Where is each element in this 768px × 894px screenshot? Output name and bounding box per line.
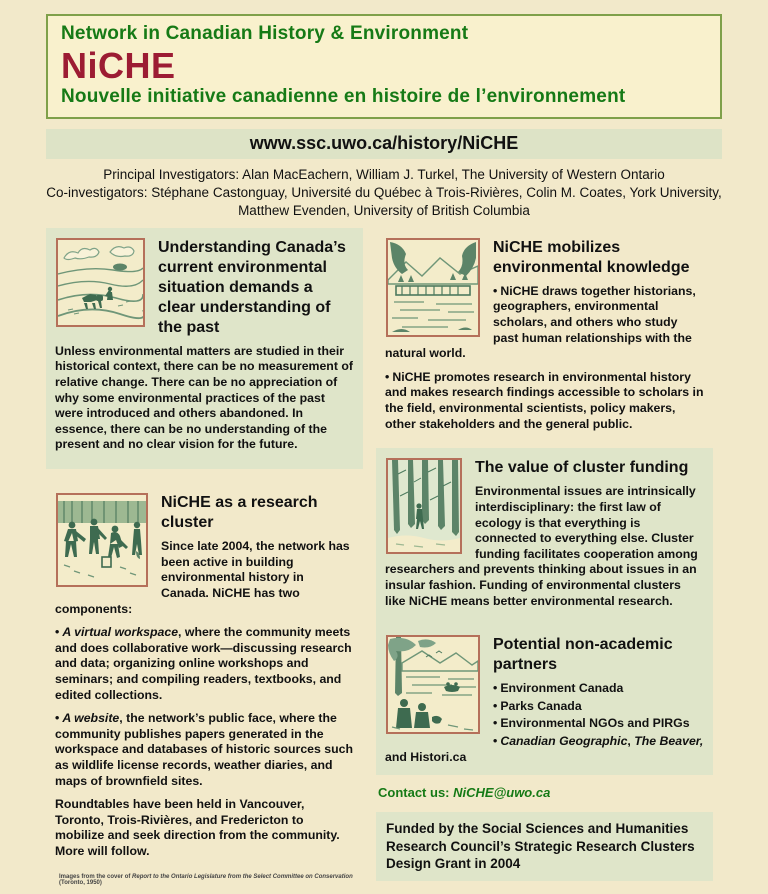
draws-together-text: NiCHE draws together historians, geographers, environmental scholars, and others who study past human relationships with the natural world. — [385, 283, 696, 361]
card-cluster-funding — [376, 448, 713, 625]
card-understanding-past — [46, 228, 363, 469]
dam-lake-illustration-icon — [386, 238, 480, 337]
website-url-bar — [46, 129, 722, 159]
card-partners-heading: Potential non-academic partners — [493, 636, 673, 674]
forest-trees-illustration-icon — [386, 458, 462, 554]
partner-media-rest: and Histori.ca — [385, 749, 467, 764]
website-bullet — [55, 711, 354, 789]
contact-label: Contact us: — [378, 785, 454, 801]
network-name-english: Network in Canadian History & Environment — [61, 23, 469, 44]
bullet-icon: • — [493, 734, 498, 749]
card-research-cluster — [46, 483, 363, 894]
funding-text: Funded by the Social Sciences and Humanities Research Council’s Strategic Research Clusters Design Grant in 2004 — [386, 821, 695, 872]
virtual-workspace-text: , where the community meets and does collaborative work—discussing research and data; organizing online workshops and seminars; and compiling readers, textbooks, and edited collections. — [55, 625, 352, 702]
website-text: , the network’s public face, where the community publishes papers generated in the workspace and databases of historic sources such as wildlife license records, weather diaries, and maps of brownfield sites. — [55, 711, 353, 788]
roundtables-text: Roundtables have been held in Vancouver, Toronto, Trois-Rivières, and Fredericton to mobilize and seek direction from the community. More will follow. — [55, 797, 340, 859]
credit-citation: Report to the Ontario Legislature from the Select Committee on Conservation — [132, 873, 353, 880]
partner-text: Environmental NGOs and PIRGs — [500, 716, 690, 731]
niche-acronym: NiCHE — [61, 45, 176, 86]
card-research-cluster-heading: NiCHE as a research cluster — [161, 494, 318, 532]
tree-planting-workers-illustration-icon — [56, 493, 148, 587]
card-mobilizes-knowledge — [376, 228, 713, 448]
co-investigators: Co-investigators: Stéphane Castonguay, Université du Québec à Trois-Rivières, Colin M. Coates, York University, Matthew Evenden, University of British Columbia — [46, 185, 722, 219]
funding-acknowledgement-box — [376, 812, 713, 881]
credit-suffix: (Toronto, 1950) — [59, 879, 102, 886]
bullet-icon: • — [493, 698, 498, 713]
content-columns — [46, 228, 722, 894]
header-box — [46, 14, 722, 119]
bullet-icon: • — [385, 369, 390, 384]
partner-media-sep: , — [627, 734, 635, 749]
contact-line — [378, 785, 713, 800]
card-partners — [376, 625, 713, 775]
partner-media-title-1: Canadian Geographic — [500, 734, 628, 749]
bullet-icon: • — [493, 283, 498, 298]
image-credit — [55, 874, 354, 886]
right-column — [376, 228, 713, 881]
card-mobilizes-knowledge-heading: NiCHE mobilizes environmental knowledge — [493, 238, 690, 276]
website-lead: A website — [62, 711, 120, 726]
virtual-workspace-bullet — [55, 625, 354, 703]
website-url: www.ssc.uwo.ca/history/NiCHE — [249, 133, 519, 154]
credit-prefix: Images from the cover of — [59, 873, 133, 880]
bullet-icon: • — [493, 681, 498, 696]
promotes-research-bullet — [385, 370, 704, 432]
card-cluster-funding-body: Environmental issues are intrinsically interdisciplinary: the first law of ecology is that everything is connected to everything else. Cluster funding facilitates cooperation among researchers and prevents thinking about issues in an insular fashion. Funding of environmental clusters like NiCHE means better environmental research. — [385, 484, 698, 608]
contact-email: NiCHE@uwo.ca — [453, 785, 551, 801]
bullet-icon: • — [493, 716, 498, 731]
partner-media — [385, 734, 704, 765]
promotes-research-text: NiCHE promotes research in environmental history and makes research findings accessible to scholars in the field, environmental scientists, policy makers, other stakeholders and the general public. — [385, 369, 704, 431]
virtual-workspace-lead: A virtual workspace — [62, 625, 179, 640]
partner-text: Environment Canada — [500, 681, 624, 696]
investigators-block — [46, 166, 722, 219]
card-cluster-funding-heading: The value of cluster funding — [475, 459, 689, 477]
card-understanding-past-heading: Understanding Canada’s current environmental situation demands a clear understanding of the past — [158, 238, 346, 336]
canoe-lake-illustration-icon — [386, 635, 480, 734]
card-understanding-past-body: Unless environmental matters are studied in their historical context, there can be no measurement of relative change. There can be no appreciation of why some environmental practices of the past were introduced and others abandoned. In essence, there can be no understanding of the present and no clear vision for the future. — [55, 343, 353, 452]
network-name-french: Nouvelle initiative canadienne en histoire de l’environnement — [61, 86, 626, 108]
plowing-field-illustration-icon — [56, 238, 145, 327]
principal-investigators: Principal Investigators: Alan MacEachern, William J. Turkel, The University of Western Ontario — [103, 167, 665, 183]
bullet-icon: • — [55, 625, 60, 640]
partner-text: Parks Canada — [500, 698, 582, 713]
card-research-cluster-intro: Since late 2004, the network has been active in building environmental history in Canada. NiCHE has two components: — [55, 539, 350, 616]
bullet-icon: • — [55, 711, 60, 726]
left-column — [46, 228, 363, 894]
partner-media-title-2: The Beaver, — [634, 734, 704, 749]
